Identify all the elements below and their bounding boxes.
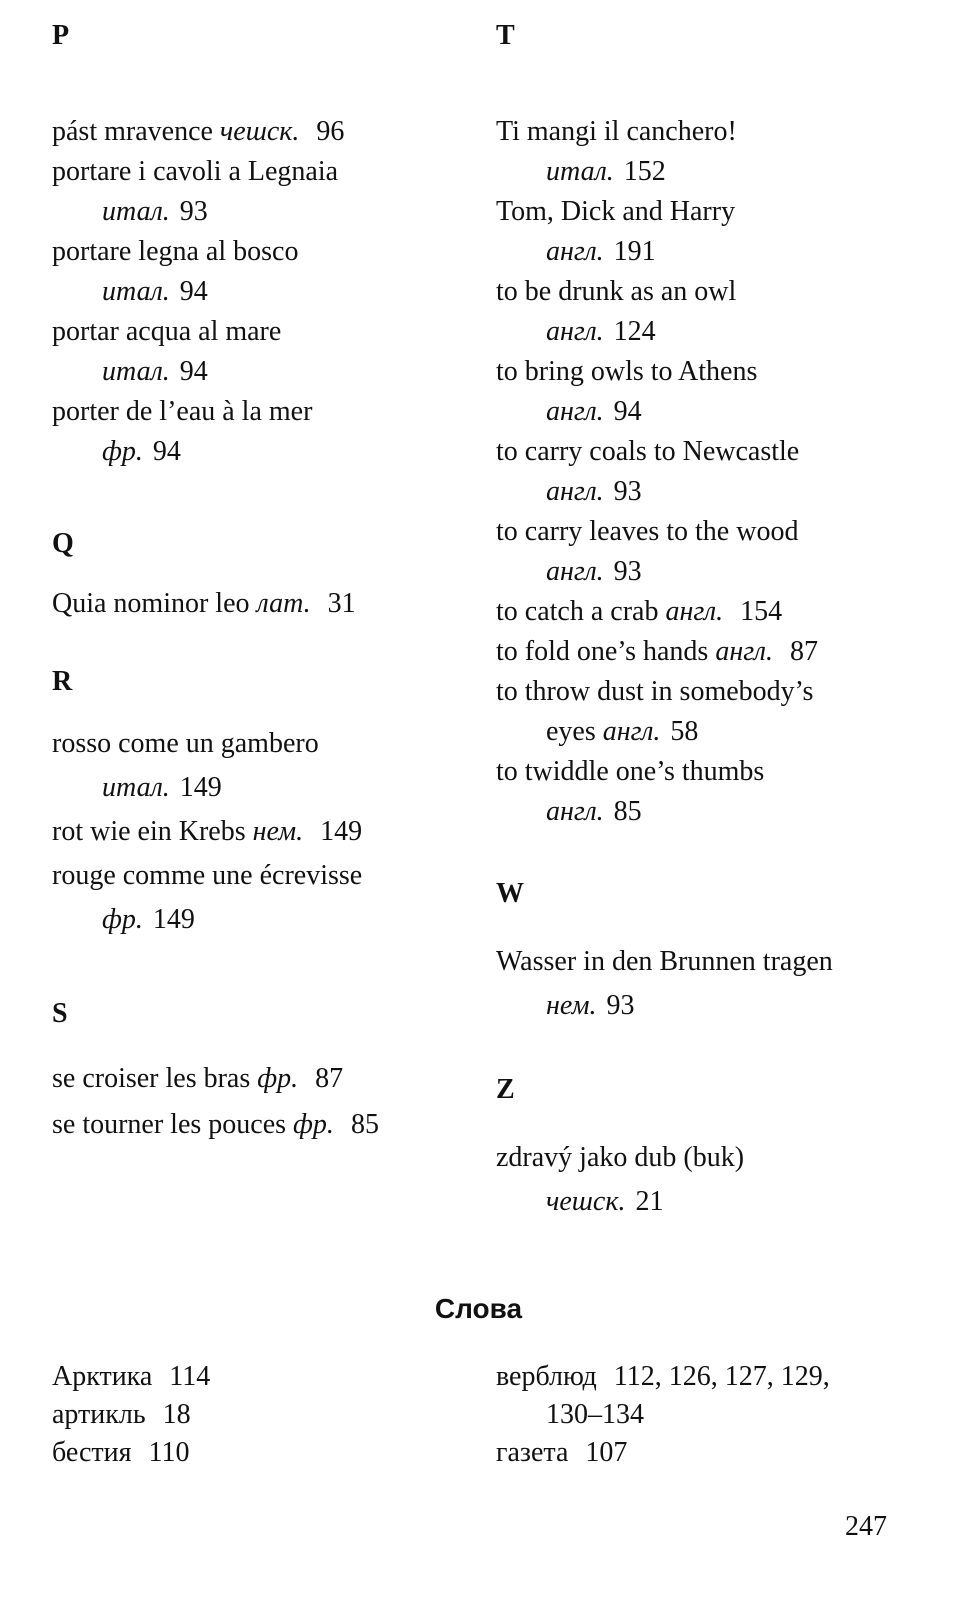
section-q — [52, 530, 472, 624]
index-entry: Tom, Dick and Harry англ. 191 — [496, 196, 736, 267]
section-p — [52, 22, 472, 472]
page-ref: 18 — [162, 1399, 191, 1430]
index-left-column — [52, 22, 472, 1148]
section-letter: S — [52, 998, 68, 1029]
language-tag: итал. — [102, 356, 170, 387]
page-ref: 87 — [315, 1063, 344, 1094]
language-tag: итал. — [546, 156, 614, 187]
index-entry: Ti mangi il canchero! итал. 152 — [496, 116, 737, 187]
language-tag: нем. — [252, 816, 304, 847]
section-t — [496, 22, 916, 832]
index-entry: zdravý jako dub (buk) чешск. 21 — [496, 1142, 745, 1217]
section-r — [52, 668, 472, 942]
page-ref: 93 — [606, 990, 635, 1021]
page-ref: 149 — [179, 772, 222, 803]
page-ref: 94 — [613, 396, 642, 427]
index-entry: Quia nominor leo лат. 31 — [52, 588, 356, 619]
index-entry: to carry coals to Newcastle англ. 93 — [496, 436, 800, 507]
language-tag: итал. — [102, 772, 170, 803]
index-entry: portar acqua al mare итал. 94 — [52, 316, 282, 387]
section-z — [496, 1076, 916, 1224]
section-w — [496, 880, 916, 1028]
language-tag: чешск. — [546, 1186, 626, 1217]
language-tag: англ. — [715, 636, 773, 667]
page-ref: 85 — [350, 1109, 379, 1140]
section-s — [52, 1000, 472, 1148]
index-entry: to carry leaves to the wood англ. 93 — [496, 516, 799, 587]
page-ref: 21 — [635, 1186, 664, 1217]
index-entry: to catch a crab англ. 154 — [496, 596, 783, 627]
index-entry: to throw dust in somebody’s eyes англ. 58 — [496, 676, 814, 747]
index-entry: rot wie ein Krebs нем. 149 — [52, 816, 363, 847]
index-entry: to fold one’s hands англ. 87 — [496, 636, 818, 667]
page-ref: 107 — [585, 1437, 628, 1468]
page-ref: 114 — [169, 1361, 211, 1392]
index-entry: to bring owls to Athens англ. 94 — [496, 356, 758, 427]
language-tag: англ. — [546, 396, 604, 427]
page-ref: 96 — [316, 116, 345, 147]
language-tag: нем. — [546, 990, 597, 1021]
language-tag: чешск. — [219, 116, 300, 147]
page-number: 247 — [845, 1511, 887, 1542]
section-letter: Z — [496, 1074, 515, 1105]
language-tag: фр. — [102, 436, 143, 467]
language-tag: фр. — [102, 904, 143, 935]
page-ref: 149 — [152, 904, 195, 935]
page-ref: 94 — [179, 356, 208, 387]
page-ref: 93 — [613, 556, 642, 587]
index-entry: porter de l’eau à la mer фр. 94 — [52, 396, 313, 467]
page-ref: 31 — [327, 588, 356, 619]
page-ref: 94 — [152, 436, 181, 467]
language-tag: лат. — [256, 588, 311, 619]
section-letter: T — [496, 20, 515, 51]
page-ref: 110 — [148, 1437, 190, 1468]
page-ref: 154 — [740, 596, 783, 627]
word-entry: артикль 18 — [52, 1399, 191, 1430]
word-entry: бестия 110 — [52, 1437, 190, 1468]
index-entry: se croiser les bras фр. 87 — [52, 1063, 344, 1094]
page-ref: 87 — [789, 636, 818, 667]
index-entry: portare i cavoli a Legnaia итал. 93 — [52, 156, 339, 227]
section-letter: P — [52, 20, 70, 51]
page-ref: 93 — [613, 476, 642, 507]
word-entry: Арктика 114 — [52, 1361, 211, 1392]
index-entry: portare legna al bosco итал. 94 — [52, 236, 299, 307]
index-entry: pást mravence чешск. 96 — [52, 116, 345, 147]
section-letter: W — [496, 878, 524, 909]
index-entry: se tourner les pouces фр. 85 — [52, 1109, 379, 1140]
index-entry: to be drunk as an owl англ. 124 — [496, 276, 737, 347]
language-tag: англ. — [665, 596, 724, 627]
language-tag: англ. — [546, 556, 604, 587]
word-entry: верблюд 112, 126, 127, 129, 130–134 — [496, 1358, 916, 1434]
page-ref: 152 — [623, 156, 666, 187]
page-ref: 191 — [613, 236, 656, 267]
page-ref: 124 — [613, 316, 656, 347]
page-ref: 94 — [179, 276, 208, 307]
language-tag: англ. — [602, 716, 661, 747]
language-tag: англ. — [546, 316, 604, 347]
section-letter: Q — [52, 528, 74, 559]
section-letter: R — [52, 666, 73, 697]
language-tag: фр. — [257, 1063, 299, 1094]
language-tag: итал. — [102, 276, 170, 307]
page-ref: 149 — [320, 816, 363, 847]
language-tag: англ. — [546, 476, 604, 507]
language-tag: итал. — [102, 196, 170, 227]
page-ref: 112, 126, 127, 129, — [613, 1361, 830, 1392]
page-ref: 58 — [670, 716, 699, 747]
language-tag: англ. — [546, 236, 604, 267]
index-right-column — [496, 22, 916, 1224]
index-entry: Wasser in den Brunnen tragen нем. 93 — [496, 946, 833, 1021]
word-entry: газета 107 — [496, 1437, 628, 1468]
words-section-heading: Слова — [434, 1293, 523, 1324]
page-ref: 85 — [613, 796, 642, 827]
index-entry: rosso come un gambero итал. 149 — [52, 728, 319, 803]
index-entry: rouge comme une écrevisse фр. 149 — [52, 860, 363, 935]
page-ref-continued: 130–134 — [546, 1399, 644, 1430]
page-ref: 93 — [179, 196, 208, 227]
language-tag: фр. — [293, 1109, 334, 1140]
index-entry: to twiddle one’s thumbs англ. 85 — [496, 756, 765, 827]
language-tag: англ. — [546, 796, 604, 827]
words-left-column — [52, 1358, 472, 1472]
words-right-column — [496, 1358, 916, 1472]
